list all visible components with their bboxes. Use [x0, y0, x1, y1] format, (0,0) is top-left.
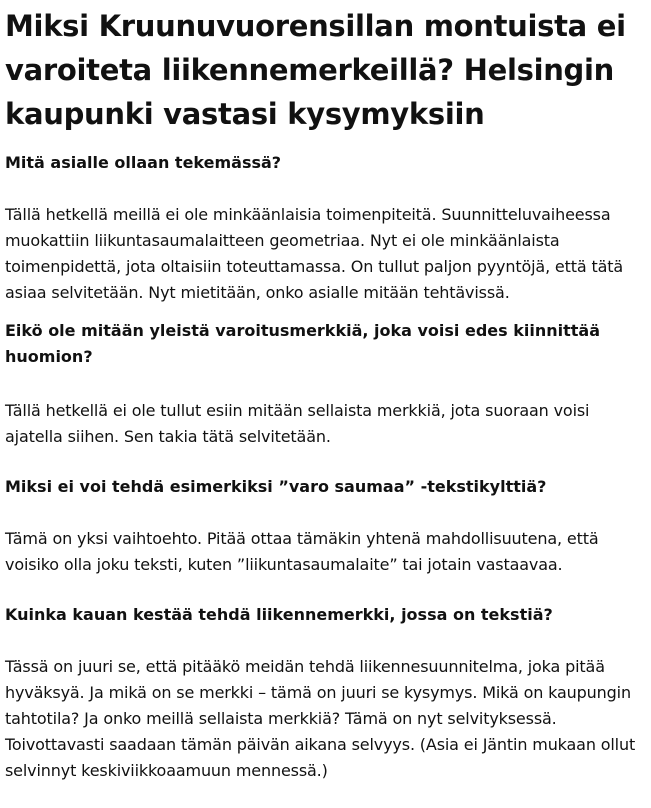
- answer-paragraph: Tämä on yksi vaihtoehto. Pitää ottaa tämäkin yhtenä mahdollisuutena, että voisiko olla joku teksti, kuten ”liikuntasaumalaite” tai jotain vastaavaa.: [5, 529, 599, 574]
- answer-paragraph: Tällä hetkellä ei ole tullut esiin mitään sellaista merkkiä, jota suoraan voisi ajatella siihen. Sen takia tätä selvitetään.: [5, 401, 590, 446]
- question-heading: Miksi ei voi tehdä esimerkiksi ”varo saumaa” -tekstikylttiä?: [5, 477, 547, 496]
- question-heading: Eikö ole mitään yleistä varoitusmerkkiä, joka voisi edes kiinnittää huomion?: [5, 321, 600, 366]
- answer-paragraph: Tässä on juuri se, että pitääkö meidän tehdä liikennesuunnitelma, joka pitää hyväksyä. Ja mikä on se merkki – tämä on juuri se kysymys. Mikä on kaupungin tahtotila? Ja onko meillä sellaista merkkiä? Tämä on nyt selvityksessä. Toivottavasti saadaan tämän päivän aikana selvyys. (Asia ei Jäntin mukaan ollut selvinnyt keskiviikkoaamuun mennessä.): [5, 657, 636, 780]
- question-heading: Mitä asialle ollaan tekemässä?: [5, 153, 282, 172]
- article: [5, 0, 647, 784]
- article-title: Miksi Kruunuvuorensillan montuista ei varoiteta liikennemerkeillä? Helsingin kaupunki vastasi kysymyksiin: [5, 9, 626, 131]
- question-heading: Kuinka kauan kestää tehdä liikennemerkki, jossa on tekstiä?: [5, 605, 553, 624]
- answer-paragraph: Tällä hetkellä meillä ei ole minkäänlaisia toimenpiteitä. Suunnitteluvaiheessa muokattiin liikuntasaumalaitteen geometriaa. Nyt ei ole minkäänlaista toimenpidettä, jota oltaisiin toteuttamassa. On tullut paljon pyyntöjä, että tätä asiaa selvitetään. Nyt mietitään, onko asialle mitään tehtävissä.: [5, 205, 624, 302]
